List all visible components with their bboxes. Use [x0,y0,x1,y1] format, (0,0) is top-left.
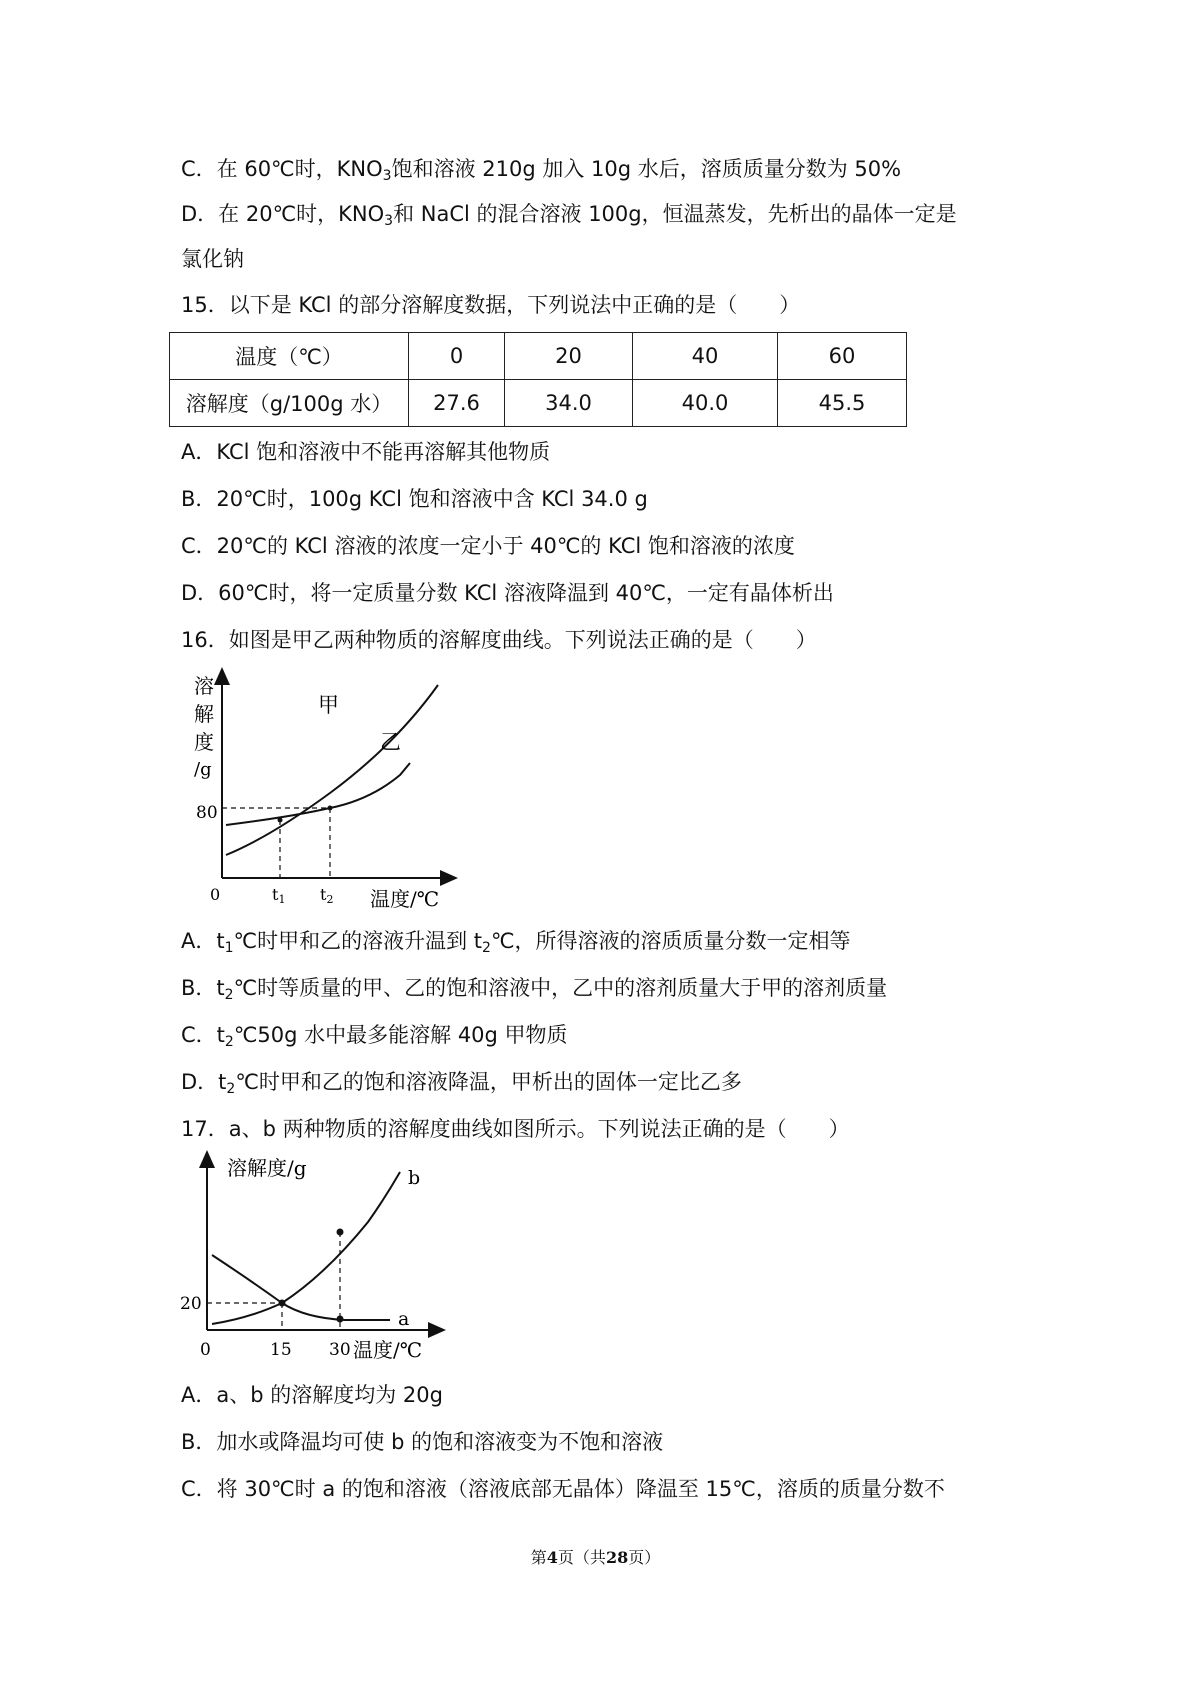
x-tick-t2: t2 [320,885,334,906]
q16-option-d: D．$t_2℃$时甲和乙的饱和溶液降温，甲析出的固体一定比乙多 [181,1070,742,1097]
y-axis-label: 溶 [194,674,214,698]
curve-b [212,1172,400,1324]
y-axis-label: 度 [194,730,214,754]
curve-b-label: b [408,1167,421,1189]
q17-solubility-chart [170,1150,460,1370]
table-row [170,333,907,380]
point-30-a [337,1316,344,1323]
table-cell: 60 [778,333,907,380]
table-cell: 40.0 [633,380,778,427]
y-tick-20: 20 [180,1294,202,1314]
kcl-solubility-table [169,332,907,427]
table-row [170,380,907,427]
q17-stem: 17．a、b 两种物质的溶解度曲线如图所示。下列说法正确的是（ ） [181,1117,850,1141]
q17-option-b: B．加水或降温均可使 b 的饱和溶液变为不饱和溶液 [181,1430,664,1454]
x-axis-label: 温度/℃ [353,1338,423,1362]
table-header-solubility: 溶解度（g/100g 水） [170,380,409,427]
y-axis-label: 解 [194,702,214,726]
x-tick-30: 30 [329,1340,351,1360]
q17-option-c: C．将 30℃时 a 的饱和溶液（溶液底部无晶体）降温至 15℃，溶质的质量分数不 [181,1477,945,1501]
curve-jia-label: 甲 [318,693,339,717]
curve-yi-label: 乙 [380,730,401,754]
table-cell: 27.6 [409,380,505,427]
q15-option-b: B．20℃时，100g KCl 饱和溶液中含 KCl 34.0 g [181,487,648,511]
q16-option-c: C．$t_2℃50g$ 水中最多能溶解 40g 甲物质 [181,1023,568,1050]
origin-label: 0 [200,1340,211,1360]
x-tick-t1: t1 [272,885,286,906]
y-axis-label: 溶解度/g [227,1156,307,1180]
q15-option-d: D．60℃时，将一定质量分数 KCl 溶液降温到 40℃，一定有晶体析出 [181,581,834,605]
page-footer: 第4页（共28页） [530,1548,661,1567]
q15-stem: 15．以下是 KCl 的部分溶解度数据，下列说法中正确的是（ ） [181,293,801,317]
q16-option-b: B．$t_2℃$时等质量的甲、乙的饱和溶液中，乙中的溶剂质量大于甲的溶剂质量 [181,976,888,1003]
curve-yi [226,763,410,825]
table-header-temperature: 温度（℃） [170,333,409,380]
table-cell: 40 [633,333,778,380]
x-axis-label: 温度/℃ [370,887,440,911]
q14-option-c: C．在 60℃时，$KNO_3$饱和溶液 210g 加入 10g 水后，溶质质量分数为 50% [181,157,902,184]
y-tick-80: 80 [196,803,218,823]
origin-label: 0 [210,885,221,904]
intersection-point [279,1300,286,1307]
point-t2-yi [328,806,333,811]
q14-option-d: D．在 20℃时，$KNO_3$和 NaCl 的混合溶液 100g，恒温蒸发，先析出的晶体一定是 [181,202,957,229]
q17-option-a: A．a、b 的溶解度均为 20g [181,1383,443,1407]
intersection-point [278,818,283,823]
curve-a-label: a [398,1308,410,1330]
q14-option-d-continued: 氯化钠 [181,247,244,271]
q16-stem: 16．如图是甲乙两种物质的溶解度曲线。下列说法正确的是（ ） [181,628,817,652]
y-axis-label: /g [194,759,212,780]
q15-option-c: C．20℃的 KCl 溶液的浓度一定小于 40℃的 KCl 饱和溶液的浓度 [181,534,795,558]
table-cell: 34.0 [505,380,633,427]
q15-option-a: A．KCl 饱和溶液中不能再溶解其他物质 [181,440,551,464]
x-tick-15: 15 [270,1340,292,1360]
curve-a [212,1255,390,1320]
table-cell: 0 [409,333,505,380]
table-cell: 20 [505,333,633,380]
table-cell: 45.5 [778,380,907,427]
q16-option-a: A．$t_1℃$时甲和乙的溶液升温到 $t_2℃$，所得溶液的溶质质量分数一定相等 [181,929,851,956]
q16-solubility-chart [170,665,460,915]
point-30-b [337,1229,344,1236]
